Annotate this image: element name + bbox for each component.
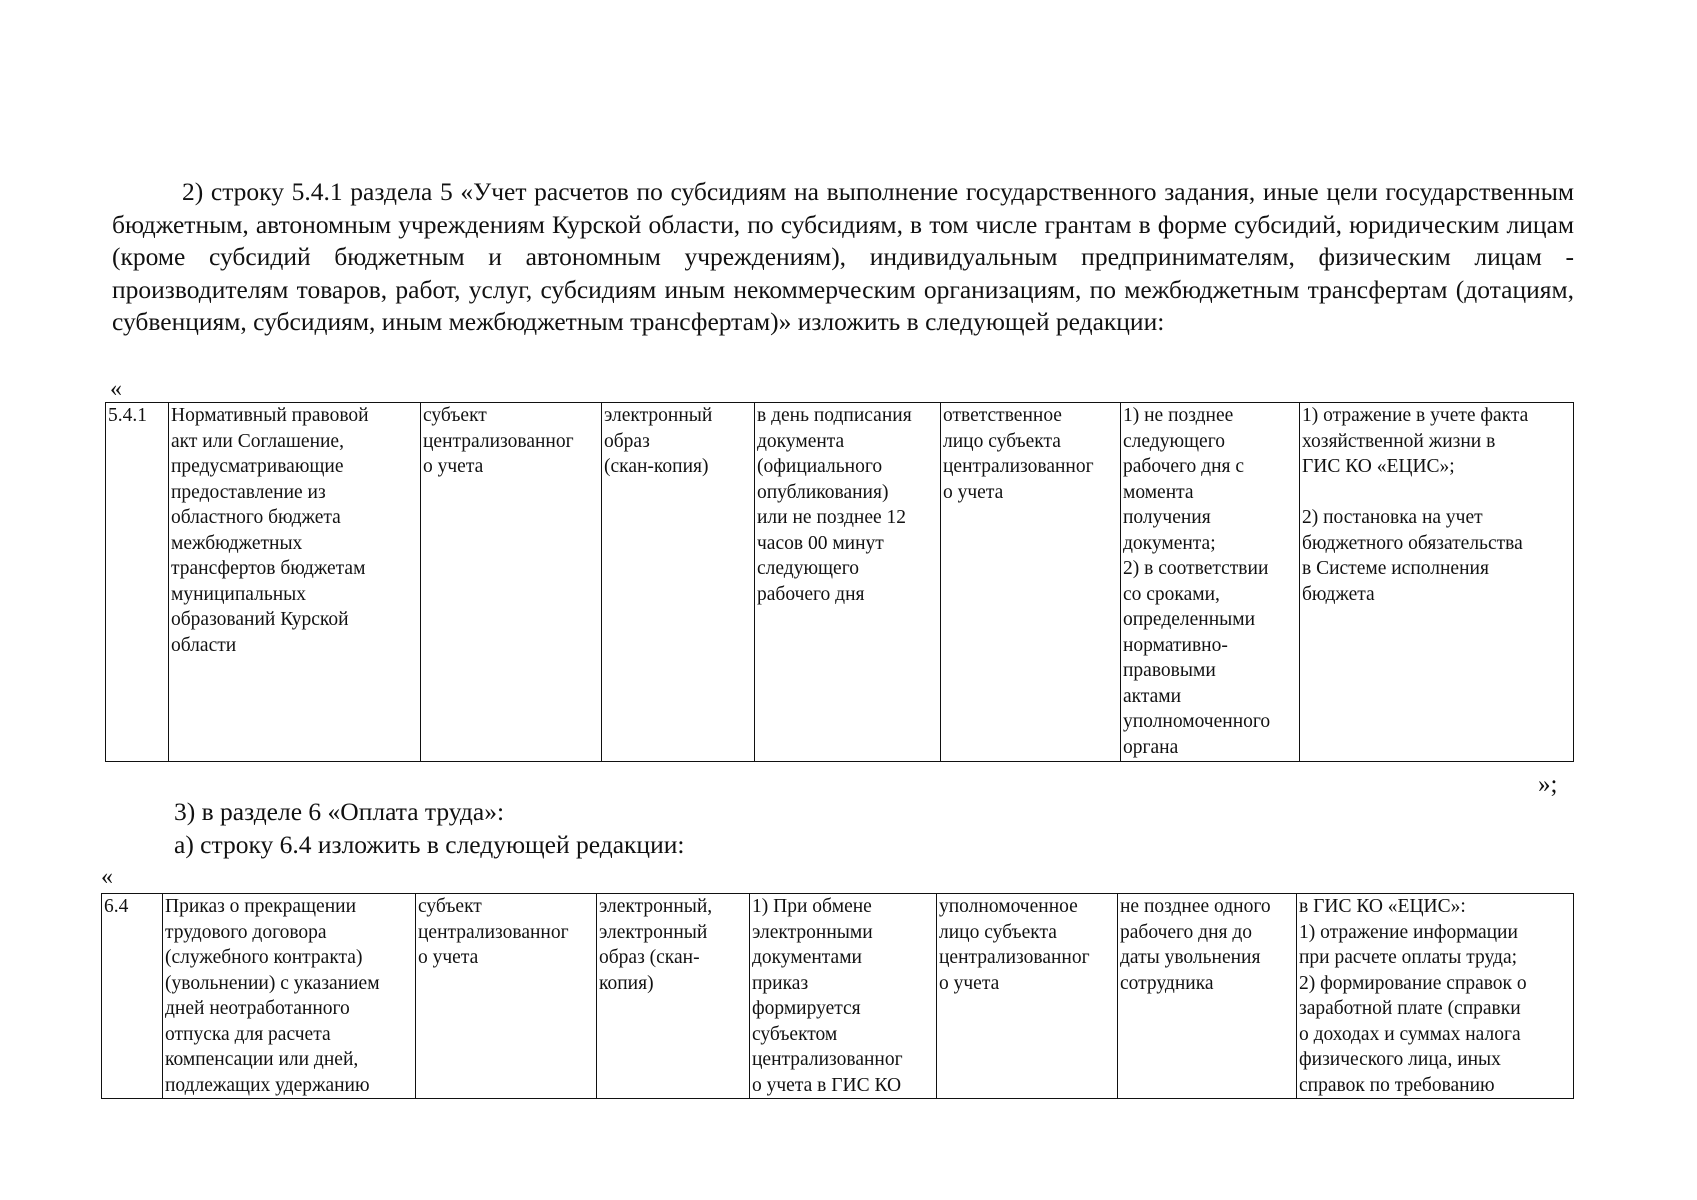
intro-paragraph: 2) строку 5.4.1 раздела 5 «Учет расчетов по субсидиям на выполнение государственного задания, иные цели государственным бюджетным, автономным учреждениям Курской области, по субсидиям, в том числе грантам в форме субсидий, юридическим лицам (кроме субсидий бюджетным и автономным учреждениям), индивидуальным предпринимателям, физическим лицам - производителям товаров, работ, услуг, субсидиям иным некоммерческим организациям, по межбюджетным трансфертам (дотациям, субвенциям, субсидиям, иным межбюджетным трансфертам)» изложить в следующей редакции: bbox=[112, 177, 1574, 336]
document-form-cell: электронный образ (скан-копия) bbox=[602, 403, 755, 762]
opening-quote-1: « bbox=[110, 376, 122, 402]
document-name-cell: Нормативный правовой акт или Соглашение, предусматривающие предоставление из областного бюджета межбюджетных трансфертов бюджетам муниципальных образований Курской области bbox=[169, 403, 421, 762]
creation-deadline-cell: в день подписания документа (официального опубликования) или не позднее 12 часов 00 минут следующего рабочего дня bbox=[755, 403, 941, 762]
table-row-5-4-1 bbox=[105, 402, 1574, 762]
section-3-subitem-a: а) строку 6.4 изложить в следующей редакции: bbox=[174, 830, 685, 859]
responsible-person-cell: ответственное лицо субъекта централизованног о учета bbox=[941, 403, 1121, 762]
responsible-person-cell: уполномоченное лицо субъекта централизованног о учета bbox=[937, 894, 1118, 1099]
closing-quote: »; bbox=[1538, 771, 1558, 798]
row-number-cell: 6.4 bbox=[102, 894, 163, 1099]
document-creator-cell: субъект централизованног о учета bbox=[421, 403, 602, 762]
action-cell: в ГИС КО «ЕЦИС»: 1) отражение информации при расчете оплаты труда; 2) формирование справок о заработной плате (справки о доходах и суммах налога физического лица, иных справок по требованию bbox=[1297, 894, 1574, 1099]
action-cell: 1) отражение в учете факта хозяйственной жизни в ГИС КО «ЕЦИС»; 2) постановка на учет бюджетного обязательства в Системе исполнения бюджета bbox=[1300, 403, 1574, 762]
section-3-heading: 3) в разделе 6 «Оплата труда»: bbox=[174, 797, 505, 826]
table-row-6-4 bbox=[101, 893, 1574, 1099]
document-name-cell: Приказ о прекращении трудового договора (служебного контракта) (увольнении) с указанием дней неотработанного отпуска для расчета компенсации или дней, подлежащих удержанию bbox=[163, 894, 416, 1099]
opening-quote-2: « bbox=[101, 864, 113, 890]
row-number-cell: 5.4.1 bbox=[106, 403, 169, 762]
document-creator-cell: субъект централизованног о учета bbox=[416, 894, 597, 1099]
creation-procedure-cell: 1) При обмене электронными документами приказ формируется субъектом централизованног о учета в ГИС КО bbox=[750, 894, 937, 1099]
submission-deadline-cell: 1) не позднее следующего рабочего дня с момента получения документа; 2) в соответствии со сроками, определенными нормативно- правовыми актами уполномоченного органа bbox=[1121, 403, 1300, 762]
submission-deadline-cell: не позднее одного рабочего дня до даты увольнения сотрудника bbox=[1118, 894, 1297, 1099]
document-form-cell: электронный, электронный образ (скан- копия) bbox=[597, 894, 750, 1099]
